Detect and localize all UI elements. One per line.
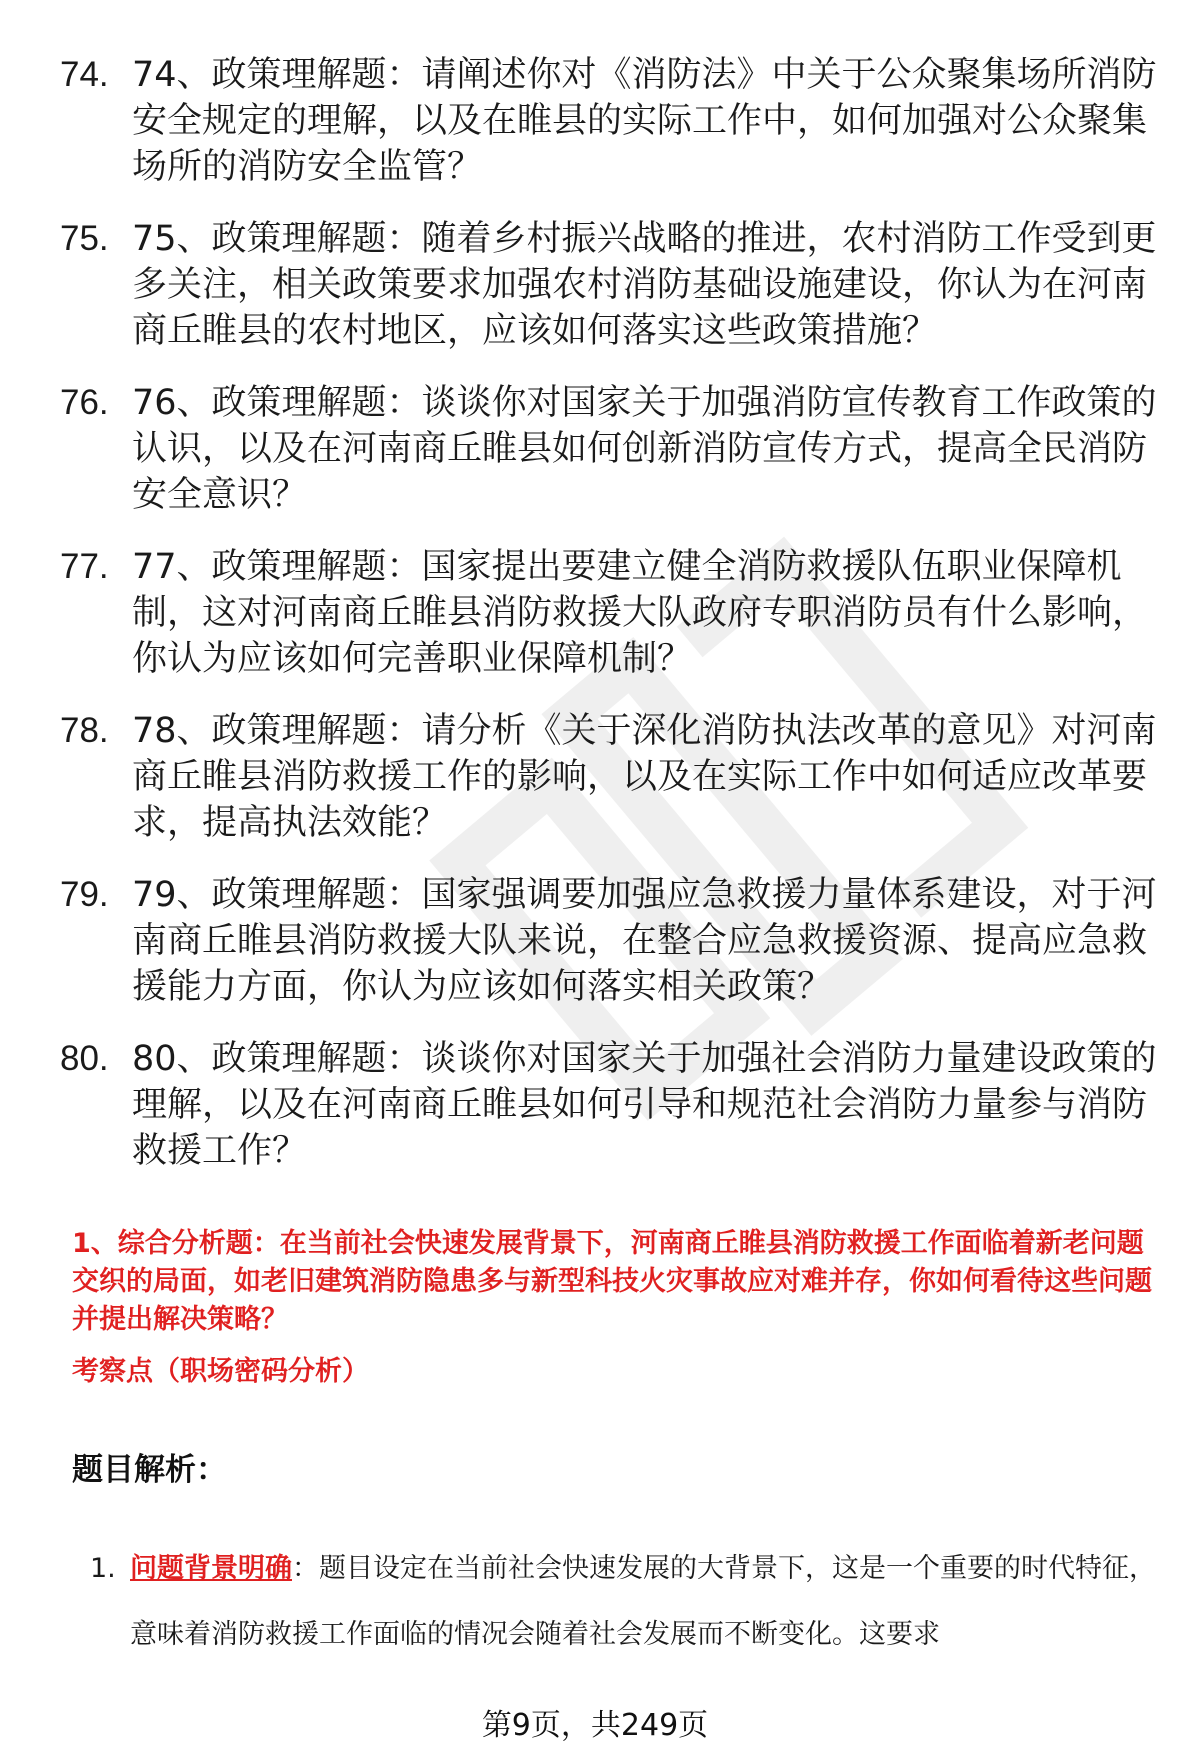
analysis-title: 题目解析： [72,1452,227,1488]
page-footer: 第9页，共249页 [481,1708,709,1743]
question-item [60,872,1160,1010]
exam-point-label: 考察点（职场密码分析） [72,1356,369,1387]
question-number: 74. [60,55,109,94]
question-item [60,544,1160,682]
question-item [60,216,1160,354]
question-number: 80. [60,1039,109,1078]
question-number: 78. [60,711,109,750]
question-number: 75. [60,219,109,258]
question-text: 75、政策理解题：随着乡村振兴战略的推进，农村消防工作受到更多关注，相关政策要求加强农村消防基础设施建设，你认为在河南商丘睢县的农村地区，应该如何落实这些政策措施？ [132,219,1157,351]
analysis-item [90,1536,1162,1668]
question-text: 74、政策理解题：请阐述你对《消防法》中关于公众聚集场所消防安全规定的理解，以及在睢县的实际工作中，如何加强对公众聚集场所的消防安全监管？ [132,55,1157,187]
question-list [60,52,1160,1200]
question-number: 79. [60,875,109,914]
question-item [60,1036,1160,1174]
question-item [60,380,1160,518]
analysis-item-text: ：题目设定在当前社会快速发展的大背景下，这是一个重要的时代特征，意味着消防救援工作面临的情况会随着社会发展而不断变化。这要求 [130,1553,1156,1650]
question-text: 77、政策理解题：国家提出要建立健全消防救援队伍职业保障机制，这对河南商丘睢县消防救援大队政府专职消防员有什么影响，你认为应该如何完善职业保障机制？ [132,547,1148,679]
question-text: 80、政策理解题：谈谈你对国家关于加强社会消防力量建设政策的理解，以及在河南商丘睢县如何引导和规范社会消防力量参与消防救援工作？ [132,1039,1157,1171]
analysis-item-heading: 问题背景明确 [130,1553,292,1584]
comprehensive-question: 1、综合分析题：在当前社会快速发展背景下，河南商丘睢县消防救援工作面临着新老问题交织的局面，如老旧建筑消防隐患多与新型科技火灾事故应对难并存，你如何看待这些问题并提出解决策略？ [72,1228,1152,1335]
analysis-list [90,1536,1162,1668]
question-text: 78、政策理解题：请分析《关于深化消防执法改革的意见》对河南商丘睢县消防救援工作的影响，以及在实际工作中如何适应改革要求，提高执法效能？ [132,711,1157,843]
question-item [60,708,1160,846]
question-number: 76. [60,383,109,422]
question-item [60,52,1160,190]
question-text: 79、政策理解题：国家强调要加强应急救援力量体系建设，对于河南商丘睢县消防救援大队来说，在整合应急救援资源、提高应急救援能力方面，你认为应该如何落实相关政策？ [132,875,1157,1007]
analysis-item-number: 1. [90,1553,116,1584]
question-number: 77. [60,547,109,586]
question-text: 76、政策理解题：谈谈你对国家关于加强消防宣传教育工作政策的认识，以及在河南商丘睢县如何创新消防宣传方式，提高全民消防安全意识？ [132,383,1157,515]
